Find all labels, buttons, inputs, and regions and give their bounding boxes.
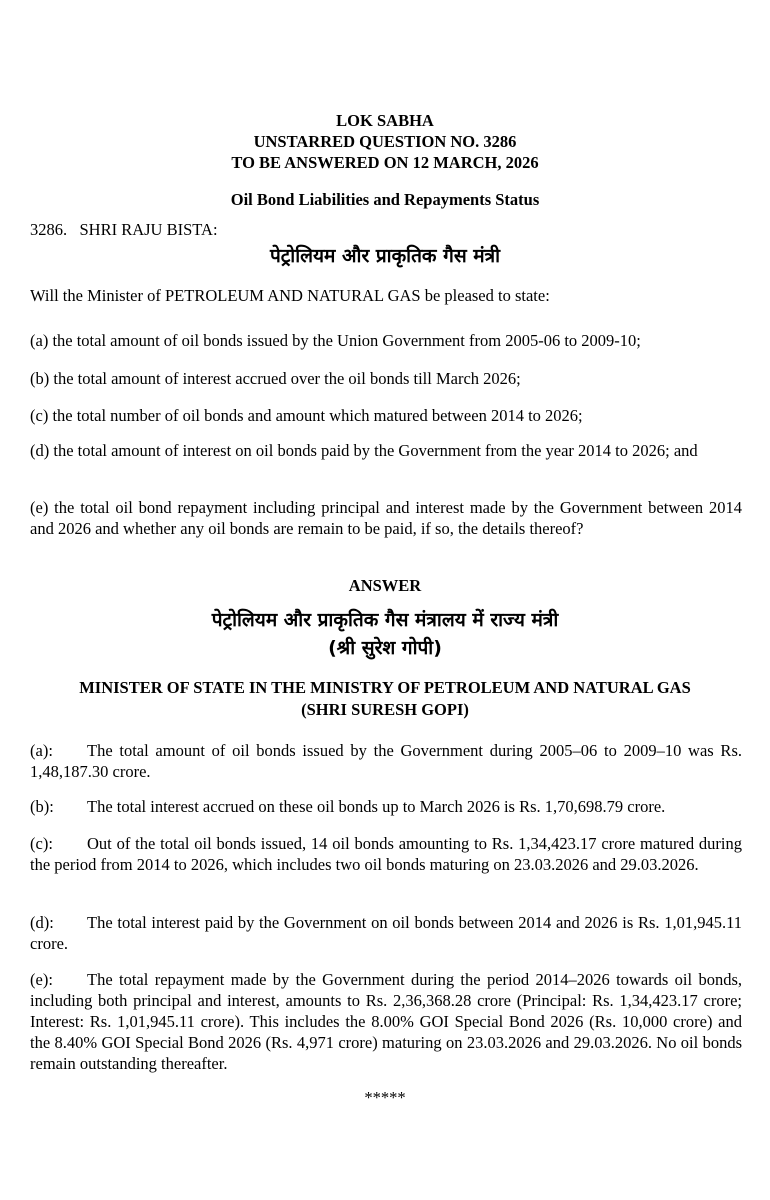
- minister-name-english: (SHRI SURESH GOPI): [301, 700, 469, 719]
- end-mark: *****: [364, 1088, 406, 1107]
- question-part-e: (e) the total oil bond repayment including principal and interest made by the Government between 2014 and 2026 and whether any oil bonds are remain to be paid, if so, the details thereof?: [30, 498, 742, 538]
- minister-title-hindi: पेट्रोलियम और प्राकृतिक गैस मंत्रालय में राज्य मंत्री: [211, 609, 559, 631]
- minister-title-english: MINISTER OF STATE IN THE MINISTRY OF PETROLEUM AND NATURAL GAS: [79, 678, 691, 697]
- question-number-heading: UNSTARRED QUESTION NO. 3286: [253, 132, 517, 151]
- question-part-a: (a) the total amount of oil bonds issued by the Union Government from 2005-06 to 2009-10;: [30, 331, 641, 350]
- answer-part-c: [30, 833, 742, 875]
- answer-label: (e):: [30, 970, 53, 989]
- question-serial: 3286.: [30, 220, 68, 239]
- house-name: LOK SABHA: [336, 111, 434, 130]
- answer-label: (d):: [30, 913, 54, 932]
- answer-label: (b):: [30, 797, 54, 816]
- subject-title: Oil Bond Liabilities and Repayments Status: [230, 190, 540, 209]
- question-intro: Will the Minister of PETROLEUM AND NATURAL GAS be pleased to state:: [30, 286, 550, 305]
- question-part-b: (b) the total amount of interest accrued over the oil bonds till March 2026;: [30, 369, 521, 388]
- answer-text: The total amount of oil bonds issued by the Government during 2005–06 to 2009–10 was Rs. 1,48,187.30 crore.: [30, 741, 742, 781]
- answer-heading: ANSWER: [348, 576, 422, 595]
- question-part-c: (c) the total number of oil bonds and amount which matured between 2014 to 2026;: [30, 406, 583, 425]
- answer-part-a: [30, 740, 742, 782]
- answer-text: The total interest accrued on these oil bonds up to March 2026 is Rs. 1,70,698.79 crore.: [87, 797, 666, 816]
- question-part-d: (d) the total amount of interest on oil bonds paid by the Government from the year 2014 to 2026; and: [30, 441, 698, 460]
- answer-part-b: [30, 796, 742, 817]
- member-name: SHRI RAJU BISTA:: [79, 220, 218, 239]
- answer-label: (a):: [30, 741, 53, 760]
- answer-date: TO BE ANSWERED ON 12 MARCH, 2026: [231, 153, 539, 172]
- ministry-hindi: पेट्रोलियम और प्राकृतिक गैस मंत्री: [269, 245, 501, 267]
- answer-part-d: [30, 912, 742, 954]
- answer-part-e: [30, 969, 742, 1074]
- member-line: [30, 219, 218, 240]
- answer-label: (c):: [30, 834, 53, 853]
- answer-text: Out of the total oil bonds issued, 14 oil bonds amounting to Rs. 1,34,423.17 crore matured during the period from 2014 to 2026, which includes two oil bonds maturing on 23.03.2026 and 29.03.2026.: [30, 834, 742, 874]
- minister-name-hindi: (श्री सुरेश गोपी): [328, 637, 442, 659]
- answer-text: The total repayment made by the Government during the period 2014–2026 towards oil bonds, including both principal and interest, amounts to Rs. 2,36,368.28 crore (Principal: Rs. 1,34,423.17 crore; Interest: Rs. 1,01,945.11 crore). This includes the 8.00% GOI Special Bond 2026 (Rs. 10,000 crore) and the 8.40% GOI Special Bond 2026 (Rs. 4,971 crore) maturing on 23.03.2026 and 29.03.2026. No oil bonds remain outstanding thereafter.: [30, 970, 742, 1073]
- answer-text: The total interest paid by the Government on oil bonds between 2014 and 2026 is Rs. 1,01,945.11 crore.: [30, 913, 742, 953]
